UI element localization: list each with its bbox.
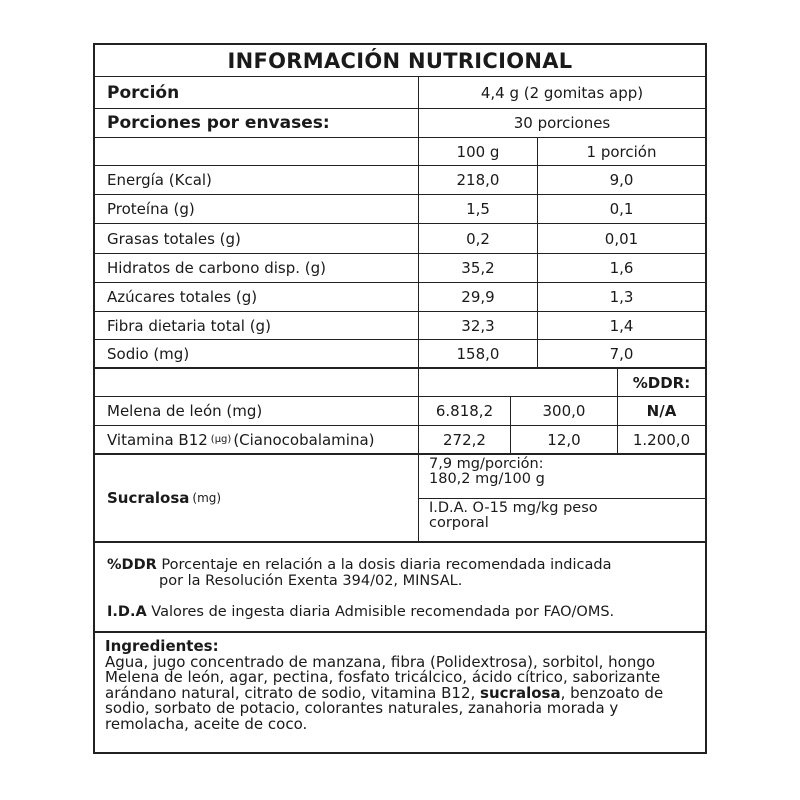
- nutrient-row: [95, 283, 705, 312]
- nutrient-row: [95, 254, 705, 283]
- nutrient-per-serving: 7,0: [537, 340, 705, 367]
- nutrient-name: Fibra dietaria total (g): [107, 316, 271, 335]
- nutrient-per-serving: 1,6: [537, 254, 705, 282]
- sucralose-ida-line2: corporal: [429, 515, 489, 531]
- ida-note-term: I.D.A: [107, 604, 147, 620]
- nutrient-name: Energía (Kcal): [107, 171, 212, 189]
- ddr-header-row: [95, 369, 705, 397]
- ingredients-text-end: , benzoato de sodio, sorbato de potacio, colorantes naturales, zanahoria morada y remolacha, aceite de coco.: [105, 683, 664, 733]
- nutrient-name: Proteína (g): [107, 200, 195, 218]
- sucralose-ida: [419, 499, 705, 541]
- column-header-100g: 100 g: [418, 138, 537, 165]
- nutrition-facts-label: [93, 43, 707, 754]
- nutrient-per-100g: 0,2: [418, 224, 537, 253]
- ida-note: [107, 604, 693, 620]
- sucralose-amount-per-100g: 180,2 mg/100 g: [429, 471, 545, 487]
- ida-note-text: Valores de ingesta diaria Admisible recomendada por FAO/OMS.: [151, 604, 615, 620]
- nutrient-per-serving: 9,0: [537, 166, 705, 194]
- extra-nutrient-row: [95, 426, 705, 455]
- nutrient-per-serving: 1,4: [537, 312, 705, 339]
- ddr-note-text-line1: Porcentaje en relación a la dosis diaria recomendada indicada: [161, 557, 612, 573]
- nutrient-per-serving: 0,01: [537, 224, 705, 253]
- serving-label: Porción: [107, 82, 180, 103]
- extra-per-serving: 300,0: [510, 397, 617, 425]
- servings-per-container-value: 30 porciones: [418, 109, 705, 137]
- nutrient-per-100g: 32,3: [418, 312, 537, 339]
- servings-per-container-label: Porciones por envases:: [107, 113, 330, 133]
- sucralose-unit: (mg): [192, 491, 222, 505]
- nutrient-per-serving: 1,3: [537, 283, 705, 311]
- column-header-row: [95, 138, 705, 166]
- ingredients-highlight: sucralosa: [480, 683, 561, 702]
- extra-nutrient-name-group: [107, 426, 417, 453]
- nutrient-row: [95, 166, 705, 195]
- sucralose-amount: [419, 455, 705, 499]
- nutrient-per-100g: 29,9: [418, 283, 537, 311]
- ddr-note-text-line2: por la Resolución Exenta 394/02, MINSAL.: [159, 573, 463, 589]
- extra-ddr: N/A: [617, 397, 705, 425]
- ingredients-list: [105, 652, 697, 733]
- nutrient-row: [95, 312, 705, 340]
- nutrient-per-serving: 0,1: [537, 195, 705, 223]
- serving-value: 4,4 g (2 gomitas app): [418, 77, 705, 108]
- nutrient-name: Sodio (mg): [107, 344, 190, 363]
- nutrient-row: [95, 340, 705, 369]
- ingredients-section: [95, 633, 705, 752]
- extra-per-100g: 6.818,2: [418, 397, 510, 425]
- sucralose-label-group: [107, 455, 407, 541]
- nutrient-name: Azúcares totales (g): [107, 288, 258, 306]
- extra-per-serving: 12,0: [510, 426, 617, 453]
- nutrient-row: [95, 195, 705, 224]
- extra-nutrient-name: Melena de león (mg): [107, 402, 263, 420]
- extra-nutrient-name-suffix: (Cianocobalamina): [233, 430, 375, 449]
- extra-per-100g: 272,2: [418, 426, 510, 453]
- serving-row: [95, 77, 705, 109]
- title-row: [95, 45, 705, 77]
- ingredients-heading: Ingredientes:: [105, 637, 219, 655]
- nutrient-per-100g: 35,2: [418, 254, 537, 282]
- column-header-ddr: %DDR:: [617, 369, 705, 396]
- servings-per-container-row: [95, 109, 705, 138]
- sucralose-name: Sucralosa: [107, 489, 190, 507]
- extra-nutrient-row: [95, 397, 705, 426]
- nutrient-name: Grasas totales (g): [107, 229, 241, 248]
- sucralose-row: [95, 455, 705, 543]
- ddr-note-term: %DDR: [107, 557, 157, 573]
- extra-nutrient-unit: (µg): [210, 434, 232, 445]
- sucralose-values: [418, 455, 705, 541]
- column-header-serving: 1 porción: [537, 138, 705, 165]
- sucralose-ida-line1: I.D.A. O-15 mg/kg peso: [429, 500, 598, 516]
- ddr-note: [107, 557, 693, 589]
- nutrient-per-100g: 1,5: [418, 195, 537, 223]
- extra-ddr: 1.200,0: [617, 426, 705, 453]
- nutrient-per-100g: 158,0: [418, 340, 537, 367]
- ingredients-block: [105, 639, 697, 732]
- extra-nutrient-name: Vitamina B12: [107, 430, 208, 449]
- ingredients-text-start: Agua, jugo concentrado de manzana, fibra (Polidextrosa), sorbitol, hongo Melena de león, agar, pectina, fosfato tricálcico, ácido cítrico, saborizante arándano natural, citrato de sodio, vitamina B12,: [105, 652, 661, 702]
- footnotes: [95, 543, 705, 633]
- nutrient-per-100g: 218,0: [418, 166, 537, 194]
- sucralose-amount-per-serving: 7,9 mg/porción:: [429, 456, 544, 472]
- ddr-header-spacer: [418, 369, 617, 396]
- label-title: INFORMACIÓN NUTRICIONAL: [227, 48, 573, 73]
- nutrient-name: Hidratos de carbono disp. (g): [107, 259, 327, 277]
- nutrient-row: [95, 224, 705, 254]
